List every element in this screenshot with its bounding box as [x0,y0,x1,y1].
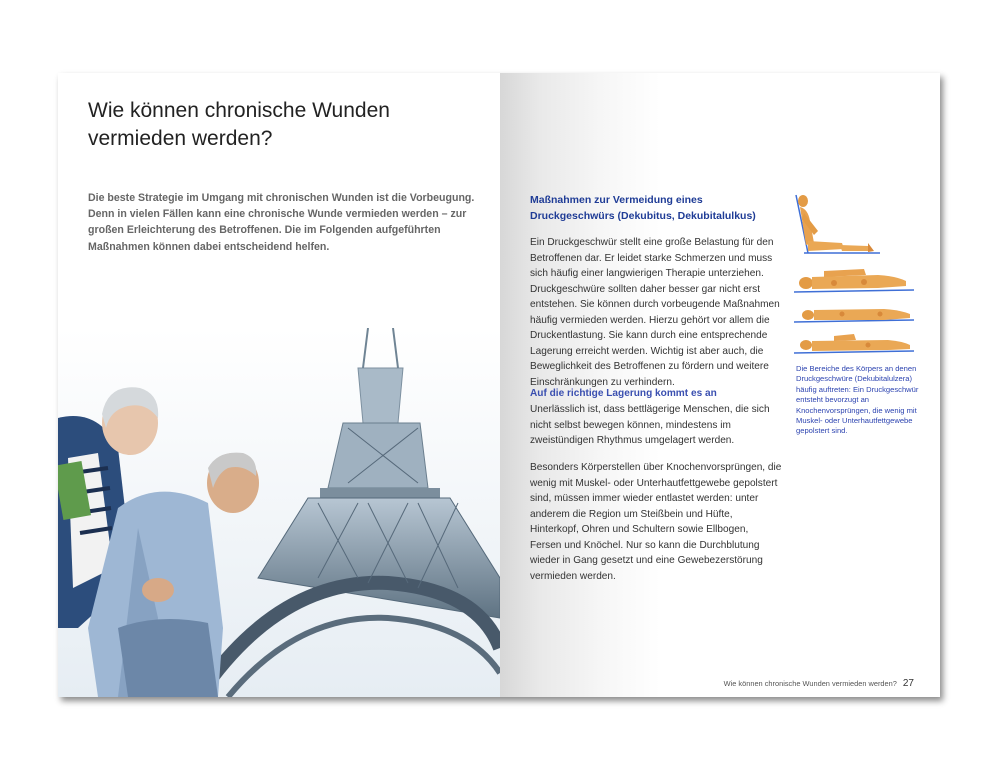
section-heading: Maßnahmen zur Vermeidung eines Druckgeschwürs (Dekubitus, Dekubitalulkus) [530,194,756,222]
intro-paragraph: Die beste Strategie im Umgang mit chronischen Wunden ist die Vorbeugung. Denn in vielen Fällen kann eine chronische Wunde vermieden werden – zur großen Erleichterung des Betroffenen. Die im Folgenden aufgeführten Maßnahmen können dabei entscheidend helfen. [88,192,475,253]
subheading-lagerung: Auf die richtige Lagerung kommt es an [530,388,717,399]
right-page [500,73,940,697]
body-paragraph-3: Besonders Körperstellen über Knochenvorsprüngen, die wenig mit Muskel- oder Unterhautfettgewebe gepolstert sind, müssen immer wieder entlastet werden: unter anderem die Region um Steißbein und Hüfte, Hinterkopf, Ohren und Schultern sowie Ellbogen, Fersen und Knöchel. Nur so kann die Durchblutung wieder in Gang gesetzt und eine Gewebezerstörung vermieden werden. [530,462,782,582]
body-paragraph-1: Ein Druckgeschwür stellt eine große Belastung für den Betroffenen dar. Er leidet starke Schmerzen und muss sich häufig einer langwierigen Therapie unterziehen. Druckgeschwüre sollten daher besser gar nicht erst entstehen. Sie können durch vorbeugende Maßnahmen häufig vermieden werden. Hierzu gehört vor allem die Druckentlastung. Sie kann durch eine entsprechende Lagerung erreicht werden. Wichtig ist aber auch, die Beweglichkeit des Betroffenen zu fördern und weitere Einschränkungen zu verhindern. [530,237,780,388]
page-number: 27 [902,678,914,689]
body-paragraph-2: Unerlässlich ist, dass bettlägerige Menschen, die sich nicht selbst bewegen können, mindestens im zweistündigen Rhythmus umgelagert werden. [530,404,770,446]
sitting-figure-illustration [796,195,880,253]
lying-figure-1-illustration [794,269,914,292]
running-title: Wie können chronische Wunden vermieden werden? [723,679,897,688]
lying-figure-2-illustration [794,309,914,322]
left-page [58,73,500,697]
lying-figure-3-illustration [794,334,914,353]
page-footer [724,678,914,689]
body-pressure-points-figure [794,191,920,359]
brochure-spread [58,73,940,697]
eiffel-tower-couple-photo [58,328,500,697]
figure-caption: Die Bereiche des Körpers an denen Druckgeschwüre (Dekubitalulzera) häufig auftreten: Ein Druckgeschwür entsteht bevorzugt an Knochenvorsprüngen, die wenig mit Muskel- oder Unterhautfettgewebe gepolstert sind. [796,364,919,436]
page-title: Wie können chronische Wunden vermieden werden? [88,99,390,150]
